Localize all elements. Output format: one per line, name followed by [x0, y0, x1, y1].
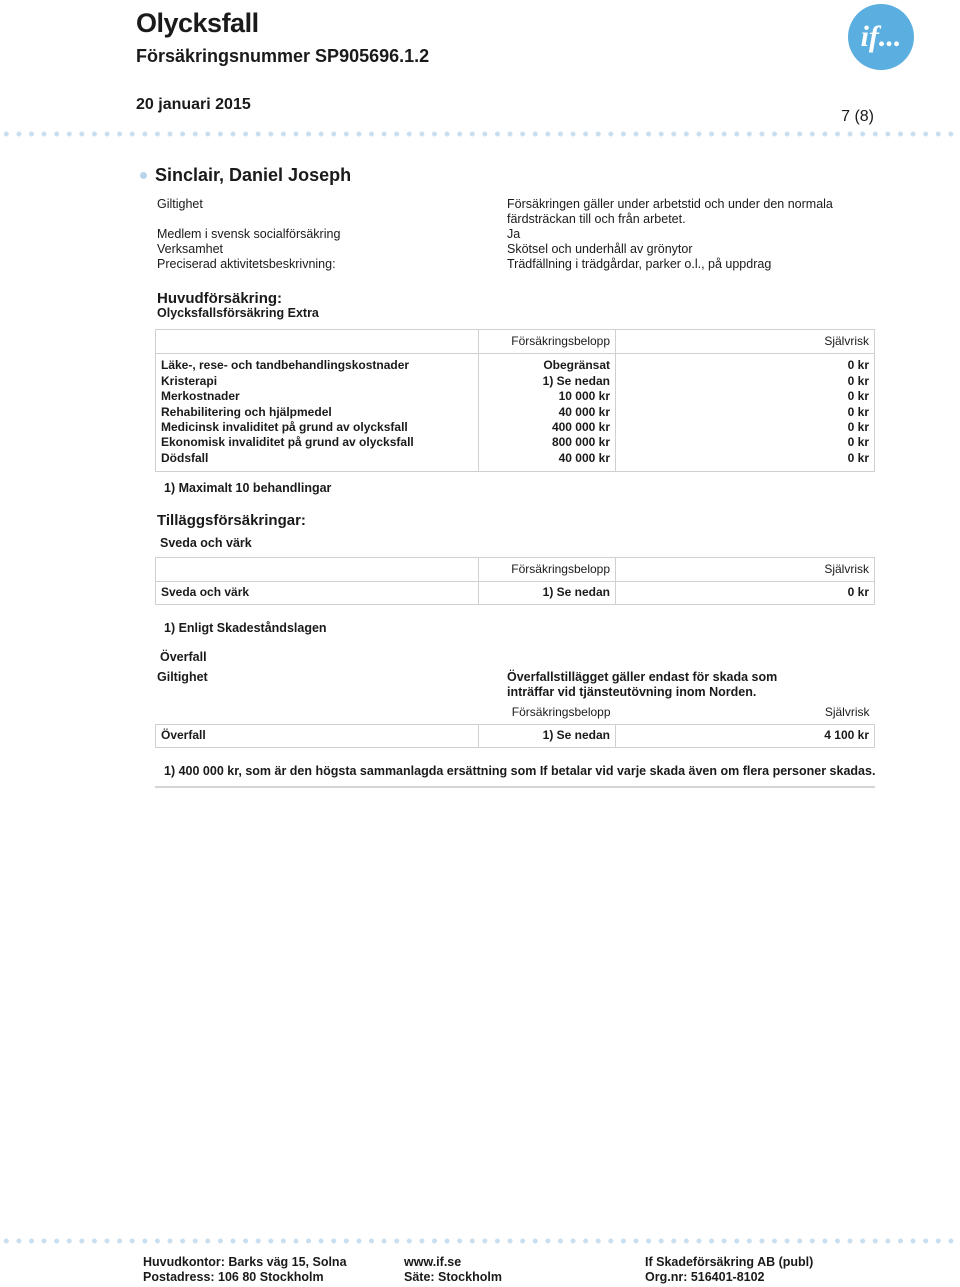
- table-row: [156, 725, 875, 747]
- header-item: [156, 701, 479, 725]
- medlem-value: Ja: [507, 227, 521, 241]
- medlem-label: Medlem i svensk socialförsäkring: [157, 227, 341, 241]
- table-row: [156, 389, 875, 404]
- main-coverage-table: [155, 329, 875, 472]
- giltighet-value: Försäkringen gäller under arbetstid och under den normala färdsträckan till och från arbetet.: [507, 197, 833, 226]
- header-deductible: Självrisk: [616, 558, 875, 582]
- row-amount: 40 000 kr: [479, 451, 616, 472]
- preciserad-value: Trädfällning i trädgårdar, parker o.l., på uppdrag: [507, 257, 772, 271]
- table-row: [156, 582, 875, 604]
- page-number: 7 (8): [841, 108, 874, 125]
- row-deductible: 0 kr: [847, 420, 869, 435]
- row-item: Ekonomisk invaliditet på grund av olycksfall: [156, 435, 479, 450]
- row-item: Överfall: [156, 725, 479, 747]
- dotted-divider-top: [0, 130, 960, 138]
- header-deductible: Självrisk: [616, 330, 875, 354]
- overfall-giltighet-value: Överfallstillägget gäller endast för skada som inträffar vid tjänsteutövning inom Norden.: [507, 670, 778, 699]
- row-deductible: 0 kr: [847, 435, 869, 450]
- footer-postal-address: Postadress: 106 80 Stockholm: [143, 1270, 324, 1284]
- row-item: Medicinsk invaliditet på grund av olycksfall: [156, 420, 479, 435]
- row-amount: 400 000 kr: [479, 420, 616, 435]
- table-header-row: [156, 558, 875, 582]
- table-header-row: [156, 701, 875, 725]
- row-amount: 1) Se nedan: [479, 582, 616, 604]
- row-amount: Obegränsat: [479, 354, 616, 374]
- document-title: Olycksfall: [136, 8, 259, 38]
- table-row: [156, 435, 875, 450]
- header-deductible: Självrisk: [824, 705, 870, 719]
- table-header-row: [156, 330, 875, 354]
- verksamhet-value: Skötsel och underhåll av grönytor: [507, 242, 693, 256]
- row-deductible: 0 kr: [847, 373, 869, 388]
- row-item: Merkostnader: [156, 389, 479, 404]
- additional-heading: Tilläggsförsäkringar:: [157, 512, 306, 529]
- footer-head-office: Huvudkontor: Barks väg 15, Solna: [143, 1255, 347, 1269]
- row-deductible: 0 kr: [847, 404, 869, 419]
- footer-website: www.if.se: [404, 1255, 462, 1269]
- sveda-table: [155, 557, 875, 605]
- header-amount: Försäkringsbelopp: [511, 705, 611, 719]
- row-deductible: 0 kr: [847, 585, 869, 600]
- giltighet-label: Giltighet: [157, 197, 203, 211]
- overfall-table: [155, 701, 875, 748]
- row-amount: 1) Se nedan: [479, 725, 616, 747]
- header-item: [156, 330, 479, 354]
- insured-name: Sinclair, Daniel Joseph: [155, 165, 352, 185]
- row-deductible: 0 kr: [847, 450, 869, 465]
- row-amount: 40 000 kr: [479, 405, 616, 420]
- row-item: Kristerapi: [156, 374, 479, 389]
- row-deductible: 0 kr: [847, 389, 869, 404]
- row-item: Läke-, rese- och tandbehandlingskostnader: [156, 354, 479, 374]
- row-deductible: 0 kr: [847, 358, 869, 373]
- document-date: 20 januari 2015: [136, 96, 251, 113]
- sveda-subheading: Sveda och värk: [160, 536, 252, 550]
- row-item: Sveda och värk: [156, 582, 479, 604]
- table-row: [156, 420, 875, 435]
- main-insurance-heading: Huvudförsäkring:: [157, 290, 283, 307]
- policy-number: Försäkringsnummer SP905696.1.2: [136, 46, 430, 66]
- if-logo: if...: [848, 4, 914, 70]
- sveda-footnote: 1) Enligt Skadeståndslagen: [164, 621, 327, 635]
- row-amount: 800 000 kr: [479, 435, 616, 450]
- table-row: [156, 374, 875, 389]
- section-divider: [155, 786, 875, 788]
- table-row: [156, 451, 875, 472]
- main-footnote: 1) Maximalt 10 behandlingar: [164, 481, 332, 495]
- row-deductible: 4 100 kr: [824, 728, 869, 743]
- table-row: [156, 405, 875, 420]
- row-amount: 1) Se nedan: [479, 374, 616, 389]
- footer-org-nr: Org.nr: 516401-8102: [645, 1270, 765, 1284]
- header-amount: Försäkringsbelopp: [479, 558, 616, 582]
- row-item: Rehabilitering och hjälpmedel: [156, 405, 479, 420]
- overfall-subheading: Överfall: [160, 650, 207, 664]
- dotted-divider-bottom: [0, 1237, 960, 1245]
- bullet-icon: [140, 172, 147, 179]
- verksamhet-label: Verksamhet: [157, 242, 224, 256]
- table-row: [156, 354, 875, 374]
- row-item: Dödsfall: [156, 451, 479, 472]
- row-amount: 10 000 kr: [479, 389, 616, 404]
- main-insurance-subheading: Olycksfallsförsäkring Extra: [157, 306, 319, 320]
- header-item: [156, 558, 479, 582]
- footer-company: If Skadeförsäkring AB (publ): [645, 1255, 814, 1269]
- header-amount: Försäkringsbelopp: [479, 330, 616, 354]
- overfall-giltighet-label: Giltighet: [157, 670, 208, 684]
- footer-seat: Säte: Stockholm: [404, 1270, 502, 1284]
- preciserad-label: Preciserad aktivitetsbeskrivning:: [157, 257, 336, 271]
- overfall-footnote: 1) 400 000 kr, som är den högsta sammanlagda ersättning som If betalar vid varje skada även om flera personer skadas.: [164, 764, 876, 778]
